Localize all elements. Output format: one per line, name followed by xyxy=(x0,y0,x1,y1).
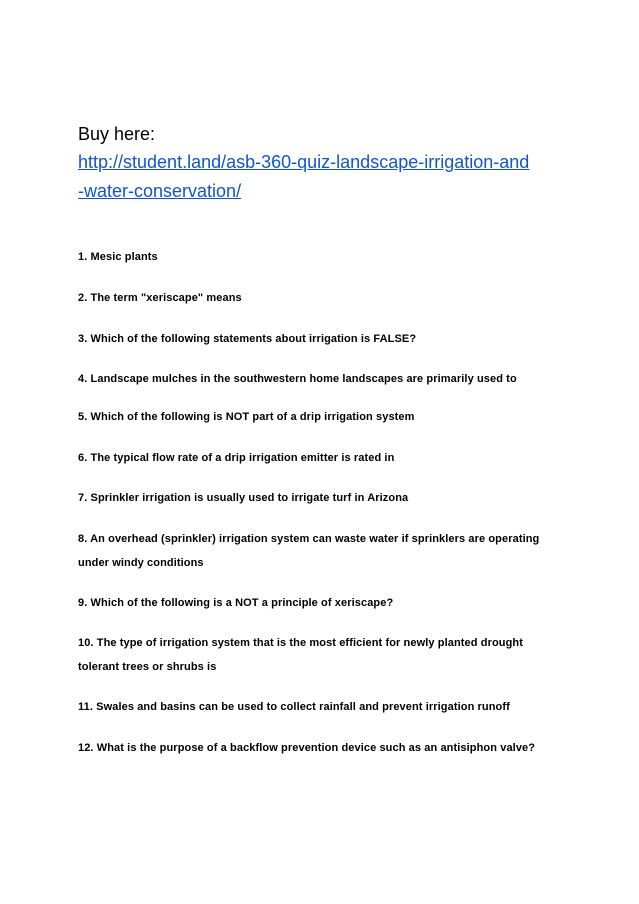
product-link-line-2[interactable]: -water-conservation/ xyxy=(78,181,242,201)
question-5: 5. Which of the following is NOT part of a drip irrigation system xyxy=(78,411,415,423)
question-7: 7. Sprinkler irrigation is usually used to irrigate turf in Arizona xyxy=(78,492,409,504)
question-11: 11. Swales and basins can be used to collect rainfall and prevent irrigation runoff xyxy=(78,701,510,713)
question-3: 3. Which of the following statements about irrigation is FALSE? xyxy=(78,333,417,345)
question-8-line-2: under windy conditions xyxy=(78,557,204,569)
question-6: 6. The typical flow rate of a drip irrigation emitter is rated in xyxy=(78,452,395,464)
question-10-line-1: 10. The type of irrigation system that is the most efficient for newly planted drought xyxy=(78,637,523,649)
question-1: 1. Mesic plants xyxy=(78,251,158,263)
buy-here-label: Buy here: xyxy=(78,124,156,144)
product-link-line-1[interactable]: http://student.land/asb-360-quiz-landscape-irrigation-and xyxy=(78,152,530,172)
question-9: 9. Which of the following is a NOT a principle of xeriscape? xyxy=(78,597,394,609)
question-4: 4. Landscape mulches in the southwestern home landscapes are primarily used to xyxy=(78,373,517,385)
question-8-line-1: 8. An overhead (sprinkler) irrigation system can waste water if sprinklers are operating xyxy=(78,533,540,545)
question-2: 2. The term "xeriscape" means xyxy=(78,292,242,304)
question-10-line-2: tolerant trees or shrubs is xyxy=(78,661,217,673)
question-12: 12. What is the purpose of a backflow prevention device such as an antisiphon valve? xyxy=(78,742,536,754)
